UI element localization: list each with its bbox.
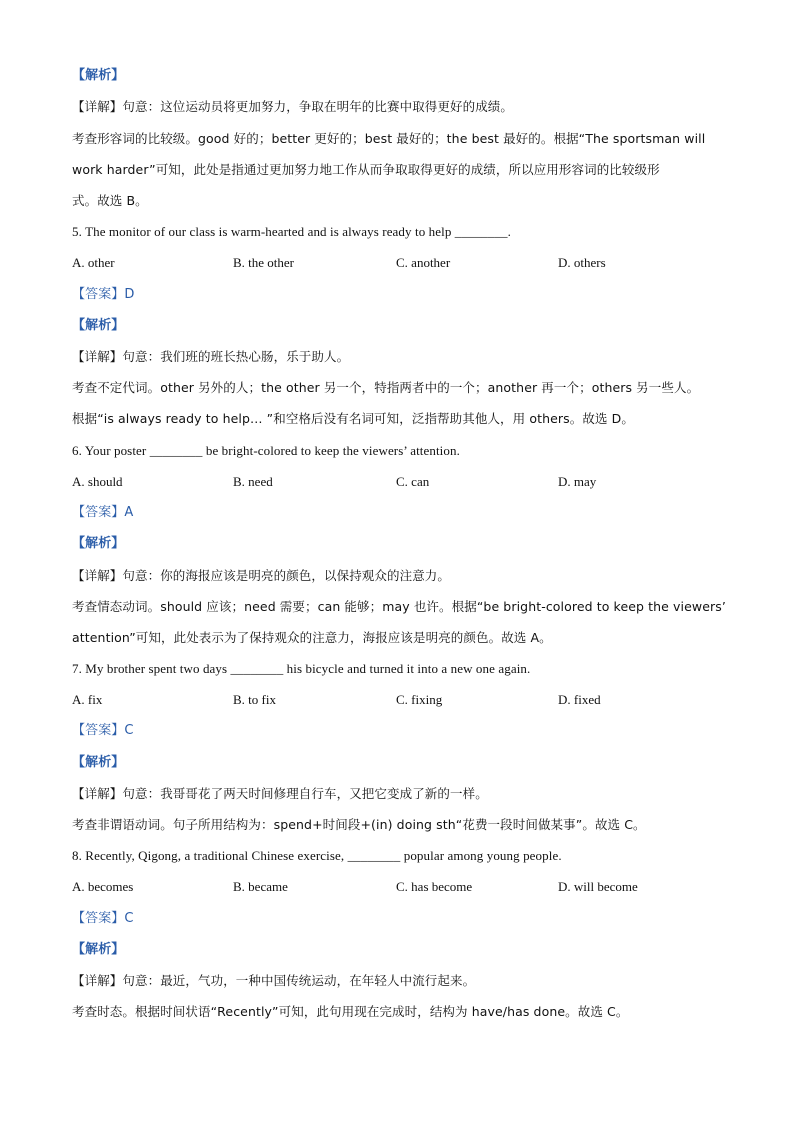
option-a: A. other — [72, 255, 115, 270]
option-b: B. became — [233, 879, 288, 894]
option-a: A. should — [72, 474, 123, 489]
explanation-line: 式。故选 B。 — [72, 193, 148, 208]
answer-6: 【答案】A — [72, 505, 134, 520]
analysis-heading: 【解析】 — [72, 318, 125, 333]
explanation-line: 【详解】句意：我们班的班长热心肠，乐于助人。 — [72, 349, 350, 364]
explanation-line: attention”可知，此处表示为了保持观众的注意力，海报应该是明亮的颜色。故选 A。 — [72, 630, 552, 645]
analysis-heading: 【解析】 — [72, 942, 125, 957]
option-c: C. fixing — [396, 692, 443, 707]
explanation-line: 考查非谓语动词。句子所用结构为：spend+时间段+(in) doing sth“花费一段时间做某事”。故选 C。 — [72, 817, 646, 832]
option-b: B. the other — [233, 255, 295, 270]
question-6: 6. Your poster ________ be bright-colored to keep the viewers’ attention. — [72, 443, 460, 458]
explanation-line: 【详解】句意：我哥哥花了两天时间修理自行车，又把它变成了新的一样。 — [72, 786, 488, 801]
option-d: D. others — [558, 255, 606, 270]
explanation-line: work harder”可知，此处是指通过更加努力地工作从而争取取得更好的成绩，所以应用形容词的比较级形 — [72, 162, 660, 177]
question-7: 7. My brother spent two days ________ his bicycle and turned it into a new one again. — [72, 661, 531, 676]
answer-7: 【答案】C — [72, 723, 134, 738]
option-c: C. has become — [396, 879, 473, 894]
explanation-line: 考查时态。根据时间状语“Recently”可知，此句用现在完成时，结构为 have/has done。故选 C。 — [72, 1004, 629, 1019]
explanation-line: 【详解】句意：这位运动员将更加努力，争取在明年的比赛中取得更好的成绩。 — [72, 99, 514, 114]
option-d: D. fixed — [558, 692, 601, 707]
option-c: C. another — [396, 255, 451, 270]
question-8: 8. Recently, Qigong, a traditional Chinese exercise, ________ popular among young people. — [72, 848, 562, 863]
answer-5: 【答案】D — [72, 287, 135, 302]
question-5: 5. The monitor of our class is warm-hearted and is always ready to help ________. — [72, 224, 511, 239]
option-a: A. becomes — [72, 879, 134, 894]
answer-8: 【答案】C — [72, 911, 134, 926]
option-b: B. need — [233, 474, 273, 489]
option-a: A. fix — [72, 692, 103, 707]
option-d: D. may — [558, 474, 597, 489]
explanation-line: 考查情态动词。should 应该；need 需要；can 能够；may 也许。根据“be bright-colored to keep the viewers’ — [72, 599, 726, 614]
option-b: B. to fix — [233, 692, 276, 707]
explanation-line: 考查不定代词。other 另外的人；the other 另一个，特指两者中的一个；another 再一个；others 另一些人。 — [72, 380, 700, 395]
analysis-heading: 【解析】 — [72, 755, 125, 770]
analysis-heading: 【解析】 — [72, 536, 125, 551]
analysis-heading: 【解析】 — [72, 68, 125, 83]
option-d: D. will become — [558, 879, 638, 894]
explanation-line: 【详解】句意：最近，气功，一种中国传统运动，在年轻人中流行起来。 — [72, 973, 476, 988]
explanation-line: 考查形容词的比较级。good 好的；better 更好的；best 最好的；the best 最好的。根据“The sportsman will — [72, 131, 706, 146]
option-c: C. can — [396, 474, 430, 489]
explanation-line: 【详解】句意：你的海报应该是明亮的颜色，以保持观众的注意力。 — [72, 568, 451, 583]
explanation-line: 根据“is always ready to help… ”和空格后没有名词可知，泛指帮助其他人，用 others。故选 D。 — [72, 411, 634, 426]
